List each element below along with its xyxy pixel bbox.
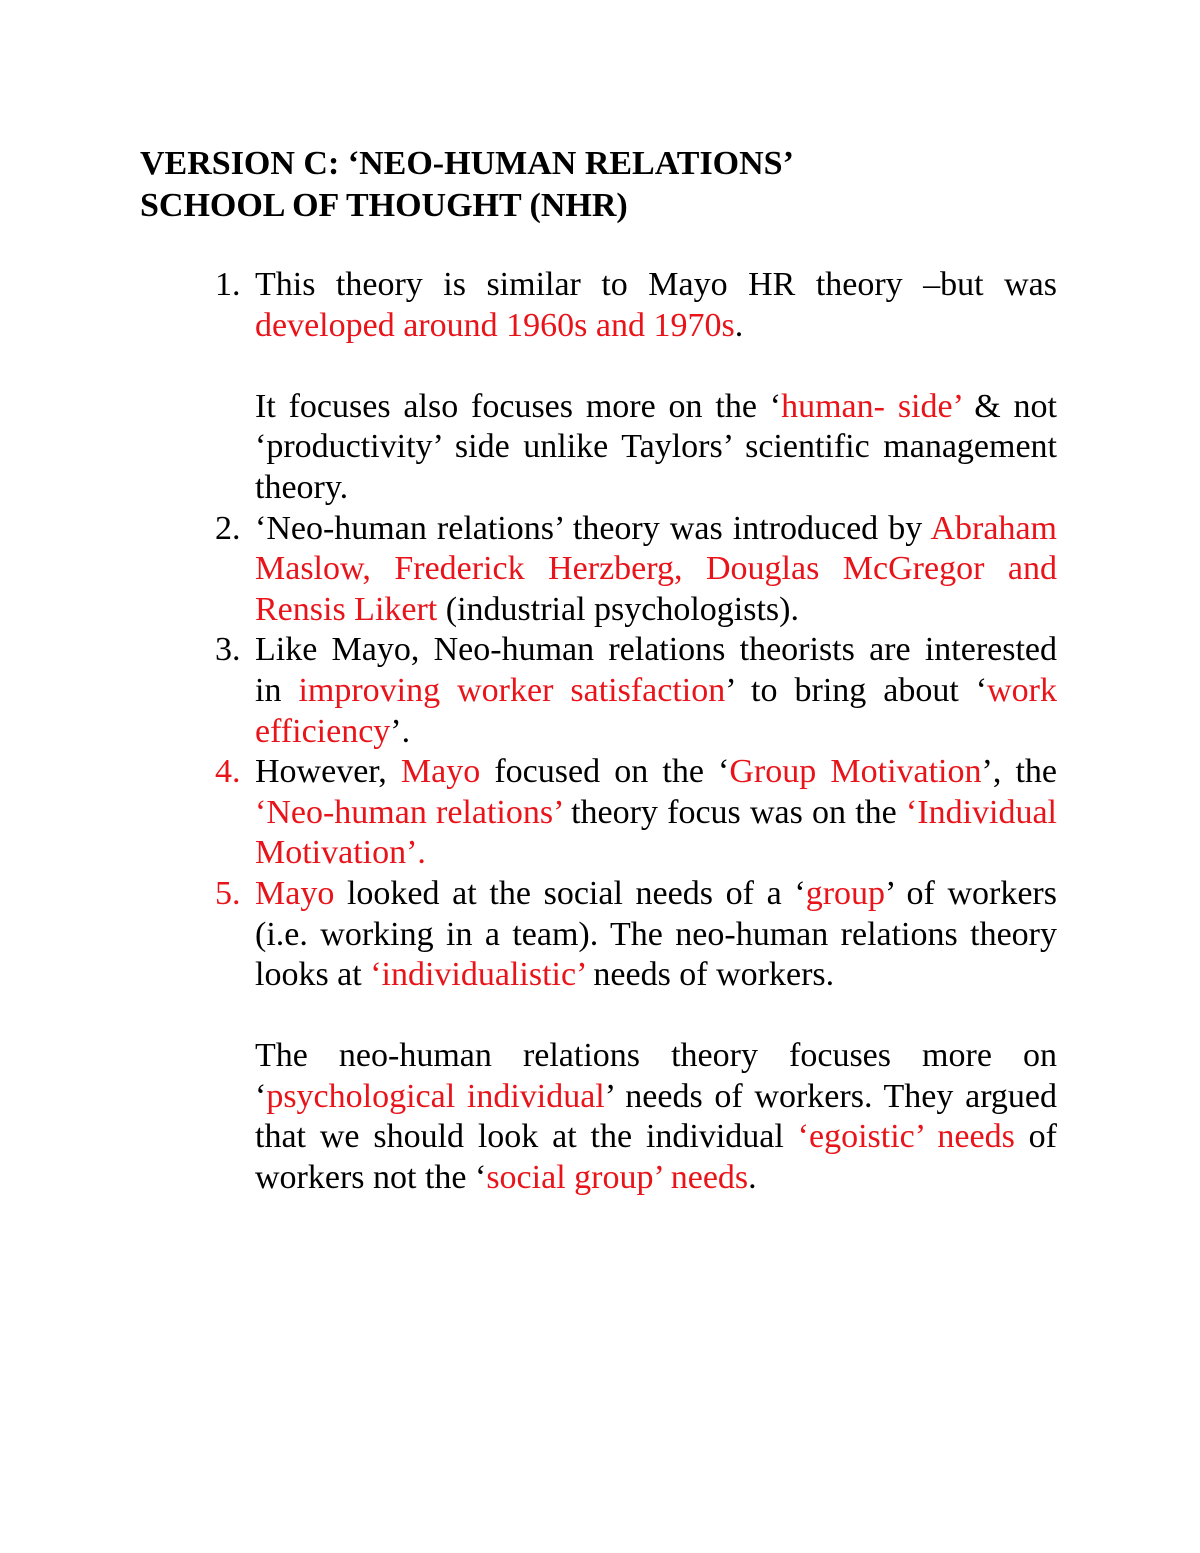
item-2-highlight: Abraham Maslow, Frederick Herzberg, Douglas McGregor and Rensis Likert: [255, 509, 1057, 628]
item-4-text-3: ’, the: [981, 753, 1057, 791]
item-5-text: looked at the social needs of a ‘: [334, 874, 806, 912]
title-line-2: SCHOOL OF THOUGHT (NHR): [140, 187, 628, 224]
item-5-paragraph-2: [255, 1036, 1057, 1198]
item-number-4: 4.: [215, 753, 241, 791]
item-5-text-3: needs of workers.: [584, 956, 835, 994]
item-4-highlight-1: Mayo: [400, 753, 481, 791]
list-item-4: [215, 752, 1057, 874]
item-1-p2-highlight: human- side’: [781, 387, 962, 425]
item-3-paragraph-1: [255, 630, 1057, 752]
item-4-paragraph-1: [255, 752, 1057, 874]
item-5-p2-highlight-1: psychological individual: [266, 1077, 605, 1115]
item-5-highlight-3: ‘individualistic’: [370, 956, 585, 994]
item-4-highlight-4: ‘Individual Motivation’.: [255, 793, 1057, 872]
list-item-1: [215, 265, 1057, 509]
document-title: [140, 143, 794, 227]
title-line-1: VERSION C: ‘NEO-HUMAN RELATIONS’: [140, 145, 794, 182]
item-number-2: 2.: [215, 509, 241, 547]
item-5-p2-highlight-2: ‘egoistic’ needs: [797, 1118, 1015, 1156]
item-5-p2-text-3: of workers not the ‘: [255, 1118, 1057, 1197]
item-3-highlight-1: improving worker satisfaction: [298, 671, 726, 709]
list-item-3: [215, 630, 1058, 752]
list-item-5: [215, 874, 1057, 1199]
item-1-p2-text-end: & not ‘productivity’ side unlike Taylors’ scientific management theory.: [255, 387, 1057, 506]
item-5-p2-highlight-3: social group’ needs: [486, 1159, 749, 1197]
item-4-text-2: focused on the ‘: [480, 753, 730, 791]
item-2-paragraph-1: [255, 509, 1057, 631]
item-3-highlight-2: work efficiency: [255, 671, 1058, 750]
item-4-text: However,: [255, 753, 401, 791]
item-5-highlight-1: Mayo: [255, 874, 335, 912]
item-4-text-4: theory focus was on the: [561, 793, 906, 831]
item-5-p2-text: The neo-human relations theory focuses more on ‘: [255, 1037, 1057, 1115]
item-1-paragraph-2: [255, 387, 1057, 509]
item-3-text-mid: ’ to bring about ‘: [725, 671, 988, 709]
item-4-highlight-2: Group Motivation: [729, 753, 982, 791]
item-1-p2-text: It focuses also focuses more on the ‘: [255, 387, 782, 425]
item-2-text: ‘Neo-human relations’ theory was introduced by: [255, 509, 931, 547]
item-2-text-end: (industrial psychologists).: [437, 590, 799, 628]
item-5-text-2: ’ of workers (i.e. working in a team). The neo-human relations theory looks at: [255, 874, 1057, 994]
item-5-p2-text-end: .: [748, 1159, 757, 1197]
item-1-paragraph-1: [255, 265, 1057, 346]
item-5-p2-text-2: ’ needs of workers. They argued that we should look at the individual: [255, 1077, 1057, 1156]
item-1-highlight: developed around 1960s and 1970s: [255, 306, 735, 344]
item-3-text: Like Mayo, Neo-human relations theorists are interested in: [255, 631, 1057, 709]
item-3-text-end: ’.: [390, 712, 411, 750]
item-number-5: 5.: [215, 874, 241, 912]
item-5-paragraph-1: [255, 874, 1057, 996]
numbered-list: [215, 265, 1058, 1199]
item-number-3: 3.: [215, 631, 241, 669]
item-5-highlight-2: group: [805, 874, 886, 912]
item-1-text: This theory is similar to Mayo HR theory –but was: [255, 266, 1057, 303]
item-4-highlight-3: ‘Neo-human relations’: [255, 793, 562, 831]
item-1-text-end: .: [734, 306, 744, 344]
item-number-1: 1.: [215, 266, 241, 303]
list-item-2: [215, 509, 1057, 631]
